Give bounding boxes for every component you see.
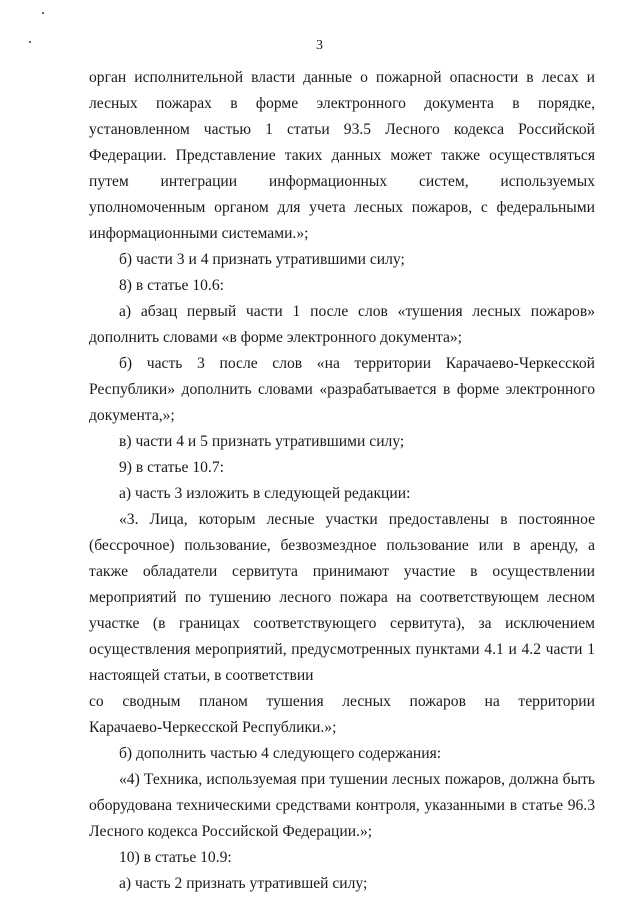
document-body [89,65,595,897]
paragraph: б) часть 3 после слов «на территории Карачаево-Черкесской Республики» дополнить словами «разрабатывается в форме электронного документа,»; [89,355,595,424]
paragraph: а) часть 2 признать утратившей силу; [119,875,368,892]
paragraph: «4) Техника, используемая при тушении лесных пожаров, должна быть оборудована техническими средствами контроля, указанными в статье 96.3 Лесного кодекса Российской Федерации.»; [89,771,595,840]
paragraph-line: Карачаево-Черкесской Республики.»; [89,719,337,736]
paragraph: 10) в статье 10.9: [119,849,232,866]
paragraph: 9) в статье 10.7: [119,459,224,476]
scan-speck [42,12,44,14]
paragraph: б) части 3 и 4 признать утратившими силу; [119,251,405,268]
paragraph: 8) в статье 10.6: [119,277,224,294]
paragraph: а) часть 3 изложить в следующей редакции: [119,485,411,502]
paragraph: б) дополнить частью 4 следующего содержания: [119,745,442,762]
paragraph: «3. Лица, которым лесные участки предоставлены в постоянное (бессрочное) пользование, безвозмездное пользование или в аренду, а также обладатели сервитута принимают участие в осуществлении мероприятий по тушению лесного пожара на соответствующем лесном участке (в границах соответствующего сервитута), за исключением осуществления мероприятий, предусмотренных пунктами 4.1 и 4.2 части 1 настоящей статьи, в соответствии [89,511,595,684]
page-number: 3 [316,38,323,53]
paragraph: а) абзац первый части 1 после слов «тушения лесных пожаров» дополнить словами «в форме электронного документа»; [89,303,595,346]
paragraph: орган исполнительной власти данные о пожарной опасности в лесах и лесных пожарах в форме электронного документа в порядке, установленном частью 1 статьи 93.5 Лесного кодекса Российской Федерации. Представление таких данных может также осуществляться путем интеграции информационных систем, используемых уполномоченным органом для учета лесных пожаров, с федеральными информационными системами.»; [89,69,595,242]
paragraph-line: со сводным планом тушения лесных пожаров на территории [89,693,595,710]
paragraph: в) части 4 и 5 признать утратившими силу; [119,433,405,450]
